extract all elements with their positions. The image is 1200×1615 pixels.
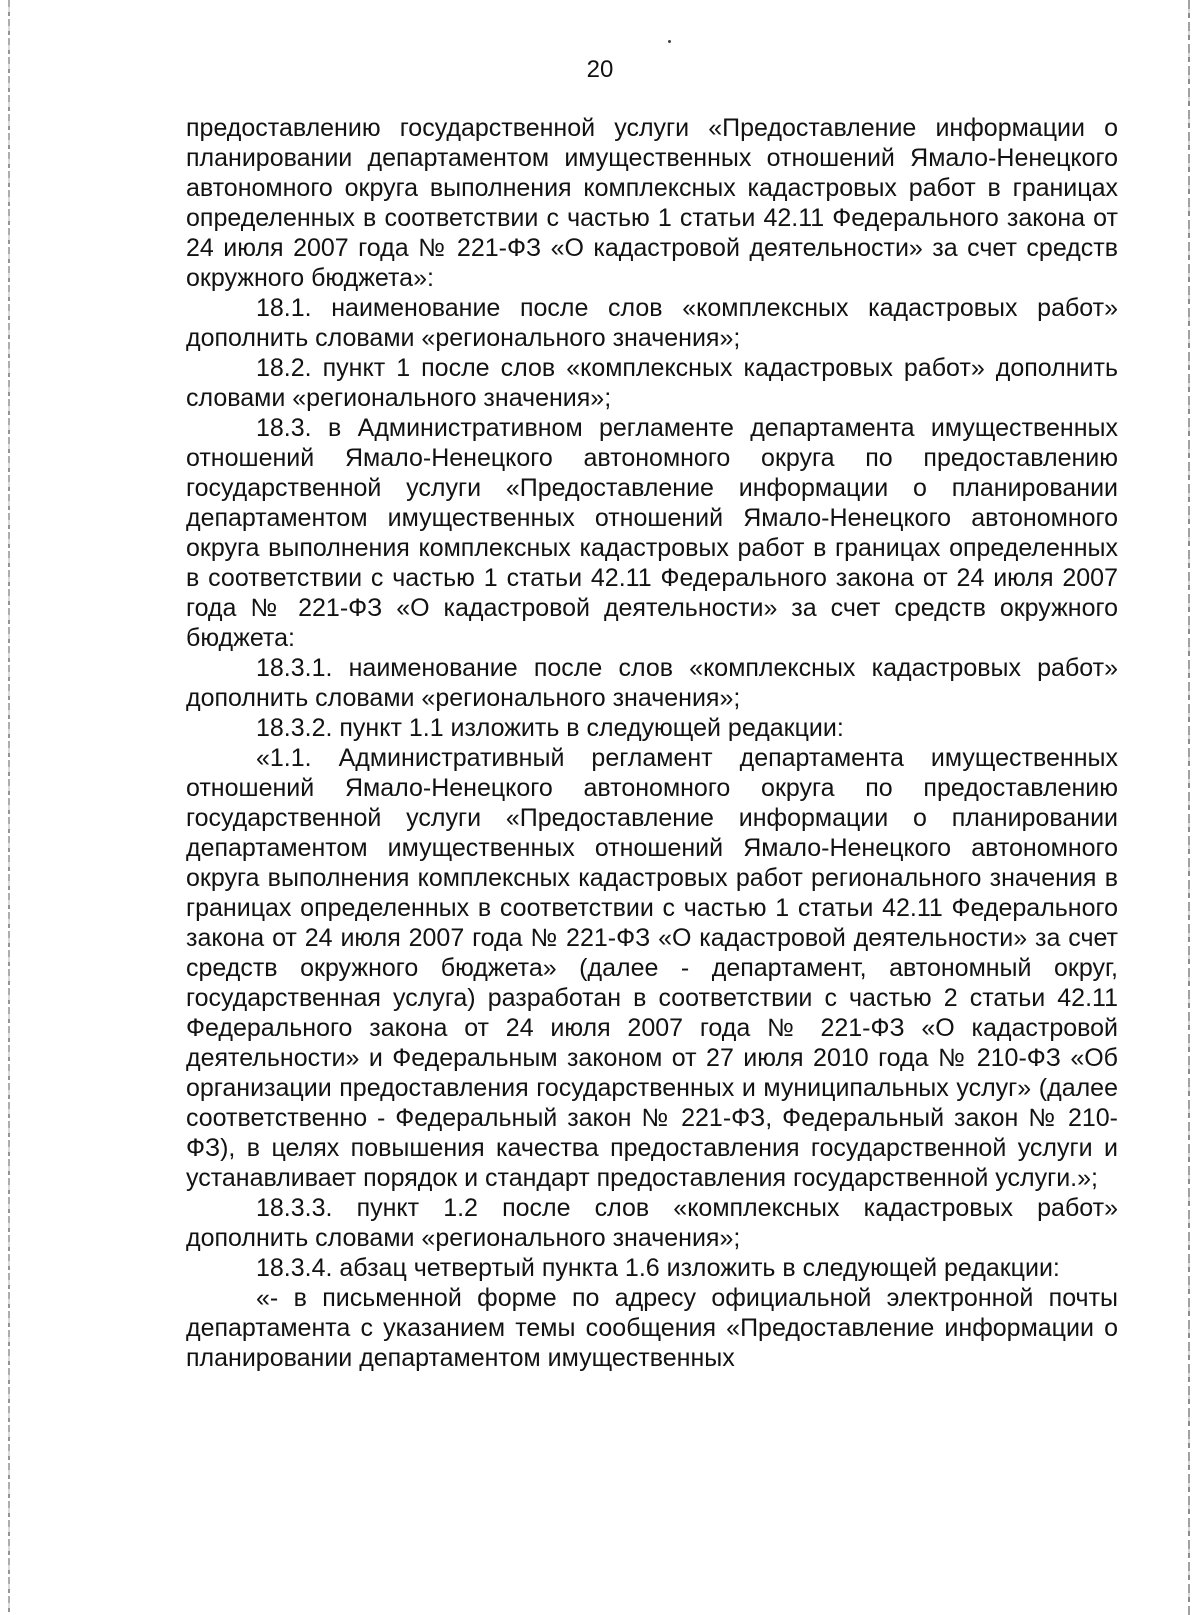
paragraph-intro: предоставлению государственной услуги «Предоставление информации о планировании департаментом имущественных отношений Ямало-Ненецкого автономного округа выполнения комплексных кадастровых работ в границах определенных в соответствии с частью 1 статьи 42.11 Федерального закона от 24 июля 2007 года № 221-ФЗ «О кадастровой деятельности» за счет средств окружного бюджета»:	[186, 114, 1118, 292]
scan-speck	[668, 40, 671, 43]
paragraph-18-1: 18.1. наименование после слов «комплексных кадастровых работ» дополнить словами «регионального значения»;	[186, 294, 1118, 352]
paragraph-18-3-1: 18.3.1. наименование после слов «комплексных кадастровых работ» дополнить словами «регионального значения»;	[186, 654, 1118, 712]
document-body	[186, 113, 1118, 1373]
paragraph-18-3-4: 18.3.4. абзац четвертый пункта 1.6 изложить в следующей редакции:	[256, 1254, 1060, 1282]
paragraph-18-3: 18.3. в Административном регламенте департамента имущественных отношений Ямало-Ненецкого автономного округа по предоставлению государственной услуги «Предоставление информации о планировании департаментом имущественных отношений Ямало-Ненецкого автономного округа выполнения комплексных кадастровых работ в границах определенных в соответствии с частью 1 статьи 42.11 Федерального закона от 24 июля 2007 года № 221-ФЗ «О кадастровой деятельности» за счет средств окружного бюджета:	[186, 414, 1118, 652]
paragraph-18-2: 18.2. пункт 1 после слов «комплексных кадастровых работ» дополнить словами «регионального значения»;	[186, 354, 1118, 412]
paragraph-18-3-2: 18.3.2. пункт 1.1 изложить в следующей редакции:	[256, 714, 844, 742]
scan-left-edge	[8, 0, 10, 1615]
page-number: 20	[586, 56, 614, 83]
scan-right-edge	[1188, 0, 1190, 1615]
paragraph-quote-email: «- в письменной форме по адресу официальной электронной почты департамента с указанием темы сообщения «Предоставление информации о планировании департаментом имущественных	[186, 1284, 1118, 1372]
paragraph-quote-1-1: «1.1. Административный регламент департамента имущественных отношений Ямало-Ненецкого автономного округа по предоставлению государственной услуги «Предоставление информации о планировании департаментом имущественных отношений Ямало-Ненецкого автономного округа выполнения комплексных кадастровых работ регионального значения в границах определенных в соответствии с частью 1 статьи 42.11 Федерального закона от 24 июля 2007 года № 221-ФЗ «О кадастровой деятельности» за счет средств окружного бюджета» (далее - департамент, автономный округ, государственная услуга) разработан в соответствии с частью 2 статьи 42.11 Федерального закона от 24 июля 2007 года № 221-ФЗ «О кадастровой деятельности» и Федеральным законом от 27 июля 2010 года № 210-ФЗ «Об организации предоставления государственных и муниципальных услуг» (далее соответственно - Федеральный закон № 221-ФЗ, Федеральный закон № 210-ФЗ), в целях повышения качества предоставления государственной услуги и устанавливает порядок и стандарт предоставления государственной услуги.»;	[186, 744, 1118, 1192]
paragraph-18-3-3: 18.3.3. пункт 1.2 после слов «комплексных кадастровых работ» дополнить словами «регионального значения»;	[186, 1194, 1118, 1252]
